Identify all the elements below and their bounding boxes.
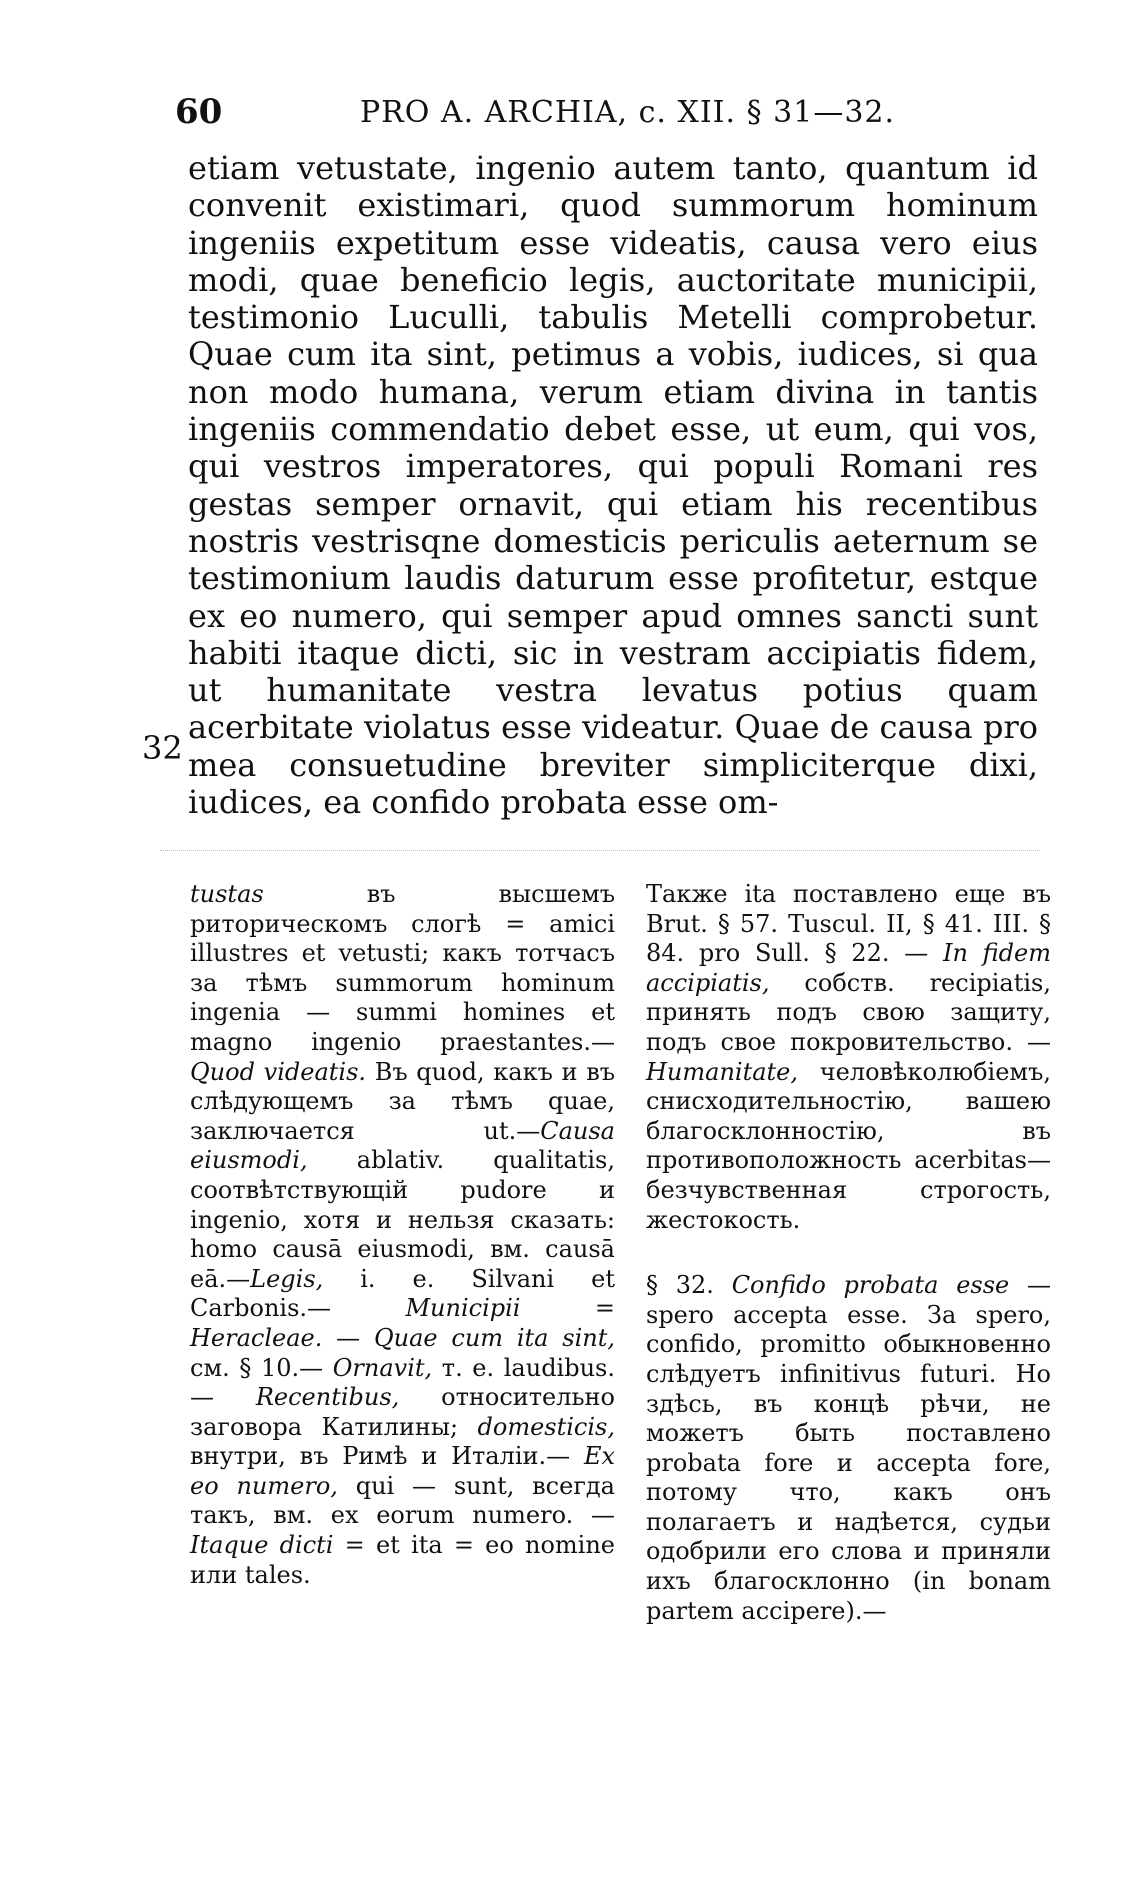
note-text: ablativ. qualitatis, соотвѣтствующій pudore и ingenio, хотя и нельзя сказать: homo causā eiusmodi, вм. causā eā.—	[190, 1146, 615, 1293]
lemma-italic: Causa eiusmodi,	[190, 1116, 615, 1175]
note-text: человѣколюбіемъ, снисходительностію, вашею благосклонностію, въ противоположность acerbitas—безчувственная строгость, жестокость.	[646, 1057, 1051, 1234]
note-text: i. e. Silvani et Carbonis.—	[190, 1264, 615, 1323]
lemma-italic: Recentibus,	[255, 1383, 400, 1412]
lemma-italic: domesticis,	[477, 1412, 615, 1441]
note-text: Въ quod, какъ и въ слѣдующемъ за тѣмъ quae, заключается ut.—	[190, 1057, 615, 1145]
section-margin-number: 32	[142, 729, 183, 767]
lemma-italic: In fidem accipiatis,	[646, 939, 1051, 997]
lemma-italic: Quod videatis.	[190, 1057, 367, 1086]
main-latin-text	[188, 150, 1038, 821]
column-separator	[160, 850, 1040, 851]
lemma-italic: Municipii = Heracleae.	[190, 1294, 615, 1352]
lemma-italic: Itaque dicti	[190, 1531, 334, 1560]
note-text: qui — sunt, всегда такъ, вм. ex eorum numero. —	[190, 1471, 615, 1530]
lemma-italic: Quae cum ita sint,	[373, 1323, 615, 1352]
commentary-right-paragraph-1	[646, 880, 1051, 1235]
lemma-italic: Confido probata esse	[731, 1271, 1010, 1300]
note-text: т. е. laudibus. —	[190, 1353, 615, 1412]
lemma-italic: Legis,	[250, 1264, 324, 1293]
note-text: относительно заговора Катилины;	[190, 1383, 615, 1441]
commentary-left-paragraph	[190, 880, 615, 1590]
commentary-right-column	[646, 880, 1051, 1626]
note-text: = et ita = eo nomine или tales.	[190, 1531, 616, 1589]
lemma-italic: tustas	[190, 880, 264, 908]
lemma-italic: Ex eo numero,	[190, 1442, 615, 1500]
latin-paragraph: etiam vetustate, ingenio autem tanto, quantum id convenit existimari, quod summorum hominum ingeniis expetitum esse videatis, causa vero eius modi, quae beneficio legis, auctoritate municipii, testimonio Luculli, tabulis Metelli comprobetur. Quae cum ita sint, petimus a vobis, iudices, si qua non modo humana, verum etiam divina in tantis ingeniis commendatio debet esse, ut eum, qui vos, qui vestros imperatores, qui populi Romani res gestas semper ornavit, qui etiam his recentibus nostris vestrisqne domesticis periculis aeternum se testimonium laudis daturum esse profitetur, estque ex eo numero, qui semper apud omnes sancti sunt habiti itaque dicti, sic in vestram accipiatis fidem, ut humanitate vestra levatus potius quam acerbitate violatus esse videatur. Quae de causa pro mea consuetudine breviter simpliciterque dixi, iudices, ea confido probata esse om-	[188, 149, 1038, 822]
lemma-italic: Ornavit,	[332, 1353, 433, 1382]
note-text: см. § 10.—	[190, 1353, 333, 1382]
note-text: Также ita поставлено еще въ Brut. § 57. Tuscul. II, § 41. III. § 84. pro Sull. § 22. —	[646, 880, 1051, 968]
note-text: — spero accepta esse. За spero, confido, promitto обыкновенно слѣдуетъ infinitivus futuri. Но здѣсь, въ концѣ рѣчи, не можетъ быть поставлено probata fore и accepta fore, потому что, какъ онъ полагаетъ и надѣется, судьи одобрили его слова и приняли ихъ благосклонно (in bonam partem accipere).—	[646, 1271, 1051, 1625]
page-header	[175, 92, 1035, 142]
running-title: PRO A. ARCHIA, c. XII. § 31—32.	[360, 95, 896, 130]
note-text: § 32.	[646, 1271, 732, 1300]
note-text: собств. recipiatis, принять подъ свою защиту, подъ свое покровительство. —	[646, 968, 1051, 1056]
lemma-italic: Humanitate,	[646, 1057, 799, 1086]
commentary-section-32	[646, 1271, 1051, 1626]
commentary-left-column	[190, 880, 615, 1590]
note-text: —	[322, 1323, 374, 1352]
note-text: внутри, въ Римѣ и Италіи.—	[190, 1442, 584, 1471]
note-text: въ высшемъ риторическомъ слогѣ = amici illustres et vetusti; какъ тотчасъ за тѣмъ summorum hominum ingenia — summi homines et magno ingenio praestantes.—	[190, 880, 615, 1056]
page-number: 60	[175, 92, 223, 132]
